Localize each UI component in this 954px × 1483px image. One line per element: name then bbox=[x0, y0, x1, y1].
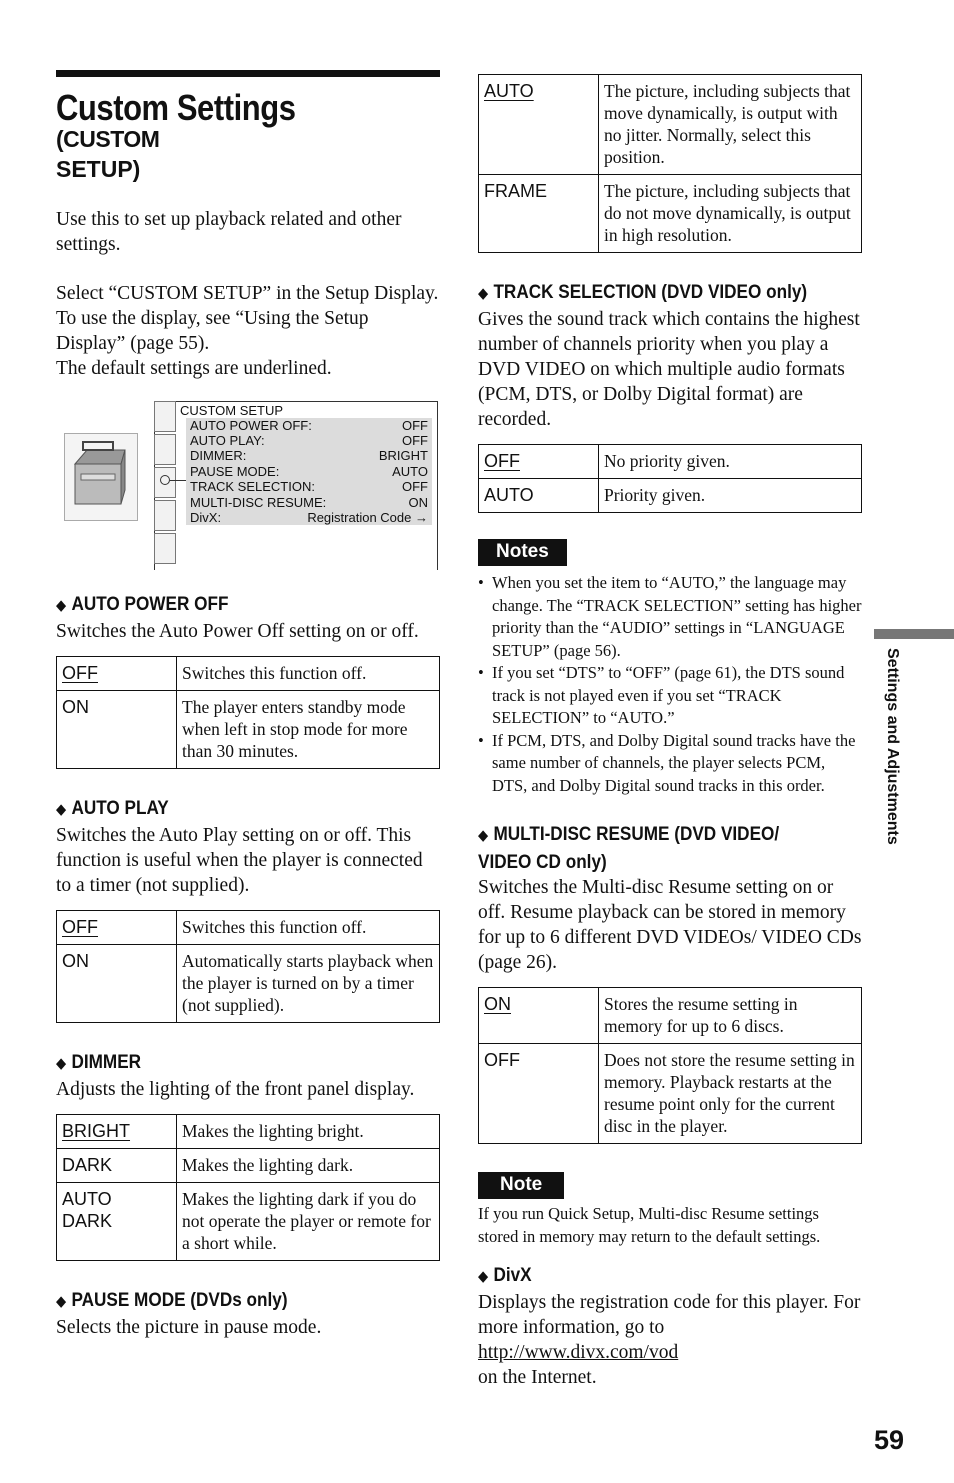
title-rule bbox=[56, 70, 440, 77]
setup-display-tabs bbox=[154, 401, 176, 569]
dimmer-table bbox=[56, 1114, 440, 1261]
track-selection-desc: Gives the sound track which contains the highest number of channels priority when you play a DVD VIDEO on which multiple audio formats (PCM, DTS, or Dolby Digital format) are recorded. bbox=[478, 309, 860, 430]
section-tab bbox=[879, 648, 903, 858]
auto-play-table bbox=[56, 910, 440, 1023]
heading-dimmer: ◆ DIMMER bbox=[56, 1050, 142, 1073]
pause-mode-table bbox=[478, 74, 862, 253]
intro-instructions: Select “CUSTOM SETUP” in the Setup Display. To use the display, see “Using the Setup Display” (page 55). bbox=[56, 282, 439, 354]
auto-power-off-table bbox=[56, 656, 440, 769]
intro-default-note: The default settings are underlined. bbox=[56, 357, 332, 379]
heading-track-selection: ◆ TRACK SELECTION (DVD VIDEO only) bbox=[478, 281, 808, 303]
page-title bbox=[56, 89, 440, 152]
divx-link[interactable]: http://www.divx.com/vod bbox=[478, 1342, 679, 1363]
list-item: • When you set the item to “AUTO,” the language may change. The “TRACK SELECTION” setting has higher priority than the “AUDIO” settings in “LANGUAGE SETUP” (page 56). bbox=[492, 572, 862, 662]
table-row: AUTO Priority given. bbox=[479, 479, 862, 513]
indicator-line bbox=[170, 480, 186, 481]
menu-row: DIMMER: BRIGHT bbox=[190, 448, 428, 464]
diamond-icon: ◆ bbox=[478, 1268, 489, 1285]
table-row: ON Automatically starts playback when the player is turned on by a timer (not supplied). bbox=[57, 944, 440, 1022]
notes-badge: Notes bbox=[478, 539, 567, 566]
divx-desc: Displays the registration code for this player. For more information, go to bbox=[478, 1292, 861, 1338]
heading-multi-disc-resume-line2: VIDEO CD only) bbox=[478, 851, 607, 873]
table-row: AUTO The picture, including subjects that move dynamically, is output with no jitter. Normally, select this position. bbox=[479, 75, 862, 175]
custom-setup-toolbox-icon bbox=[64, 433, 138, 521]
heading-auto-play: ◆ AUTO PLAY bbox=[56, 796, 169, 819]
section-tab-bar bbox=[874, 629, 954, 639]
diamond-icon: ◆ bbox=[478, 285, 489, 302]
table-row: OFF Switches this function off. bbox=[57, 910, 440, 944]
note-badge: Note bbox=[478, 1172, 564, 1199]
diamond-icon: ◆ bbox=[56, 800, 67, 818]
table-row: OFF Does not store the resume setting in memory. Playback restarts at the resume point only for the current disc in the player. bbox=[479, 1044, 862, 1144]
menu-row: AUTO PLAY: OFF bbox=[190, 433, 428, 448]
diamond-icon: ◆ bbox=[478, 827, 489, 844]
setup-tab bbox=[154, 533, 176, 564]
setup-menu bbox=[186, 418, 432, 526]
table-row: BRIGHT Makes the lighting bright. bbox=[57, 1114, 440, 1148]
table-row: OFF No priority given. bbox=[479, 445, 862, 479]
heading-divx: ◆ DivX bbox=[478, 1264, 532, 1286]
setup-tab bbox=[154, 401, 176, 432]
menu-row: AUTO POWER OFF: OFF bbox=[190, 417, 428, 433]
table-row: FRAME The picture, including subjects that do not move dynamically, is output in high resolution. bbox=[479, 175, 862, 253]
auto-power-off-desc: Switches the Auto Power Off setting on or off. bbox=[56, 620, 419, 642]
divx-tail: on the Internet. bbox=[478, 1367, 597, 1388]
pause-mode-desc: Selects the picture in pause mode. bbox=[56, 1316, 322, 1338]
title-paren-line2: SETUP) bbox=[56, 155, 141, 182]
title-paren: (CUSTOM bbox=[56, 125, 160, 152]
setup-tab bbox=[154, 434, 176, 465]
table-row: AUTO DARK Makes the lighting dark if you do not operate the player or remote for a short while. bbox=[57, 1182, 440, 1260]
menu-row: TRACK SELECTION: OFF bbox=[190, 479, 428, 495]
menu-row: DivX: Registration Code → bbox=[190, 510, 428, 526]
selected-tab-indicator-icon bbox=[160, 475, 170, 485]
table-row: ON The player enters standby mode when left in stop mode for more than 30 minutes. bbox=[57, 690, 440, 768]
section-tab-label: Settings and Adjustments bbox=[884, 648, 901, 845]
menu-row: PAUSE MODE: AUTO bbox=[190, 463, 428, 479]
list-item: • If PCM, DTS, and Dolby Digital sound tracks have the same number of channels, the player selects PCM, DTS, and Dolby Digital sound tracks in this order. bbox=[492, 730, 862, 798]
setup-display-illustration bbox=[56, 401, 440, 573]
multi-disc-table bbox=[478, 987, 862, 1144]
intro-paragraph: Use this to set up playback related and other settings. bbox=[56, 208, 402, 255]
table-row: OFF Switches this function off. bbox=[57, 656, 440, 690]
notes-list bbox=[478, 572, 862, 797]
heading-pause-mode: ◆ PAUSE MODE (DVDs only) bbox=[56, 1288, 288, 1311]
multi-disc-desc: Switches the Multi-disc Resume setting on or off. Resume playback can be stored in memory for up to 6 different DVD VIDEOs/ VIDEO CDs (page 26). bbox=[478, 877, 862, 973]
menu-row: MULTI-DISC RESUME: ON bbox=[190, 494, 428, 510]
note-text: If you run Quick Setup, Multi-disc Resume settings stored in memory may return to the default settings. bbox=[478, 1204, 821, 1246]
diamond-icon: ◆ bbox=[56, 1292, 67, 1310]
table-row: DARK Makes the lighting dark. bbox=[57, 1148, 440, 1182]
track-selection-table bbox=[478, 444, 862, 513]
table-row: ON Stores the resume setting in memory for up to 6 discs. bbox=[479, 988, 862, 1044]
left-column bbox=[56, 70, 440, 1340]
screen-title: CUSTOM SETUP bbox=[180, 402, 284, 418]
right-column bbox=[478, 74, 862, 1390]
auto-play-desc: Switches the Auto Play setting on or off. This function is useful when the player is connected to a timer (not supplied). bbox=[56, 824, 423, 896]
dimmer-desc: Adjusts the lighting of the front panel display. bbox=[56, 1078, 415, 1100]
list-item: • If you set “DTS” to “OFF” (page 61), the DTS sound track is not played even if you set “TRACK SELECTION” to “AUTO.” bbox=[492, 662, 862, 730]
heading-auto-power-off: ◆ AUTO POWER OFF bbox=[56, 592, 229, 615]
setup-tab bbox=[154, 500, 176, 531]
page-number: 59 bbox=[874, 1425, 905, 1455]
title-main: Custom Settings bbox=[56, 87, 296, 128]
diamond-icon: ◆ bbox=[56, 596, 67, 614]
diamond-icon: ◆ bbox=[56, 1054, 67, 1072]
arrow-icon: → bbox=[415, 510, 428, 526]
heading-multi-disc-resume: ◆ MULTI-DISC RESUME (DVD VIDEO/ bbox=[478, 823, 780, 845]
